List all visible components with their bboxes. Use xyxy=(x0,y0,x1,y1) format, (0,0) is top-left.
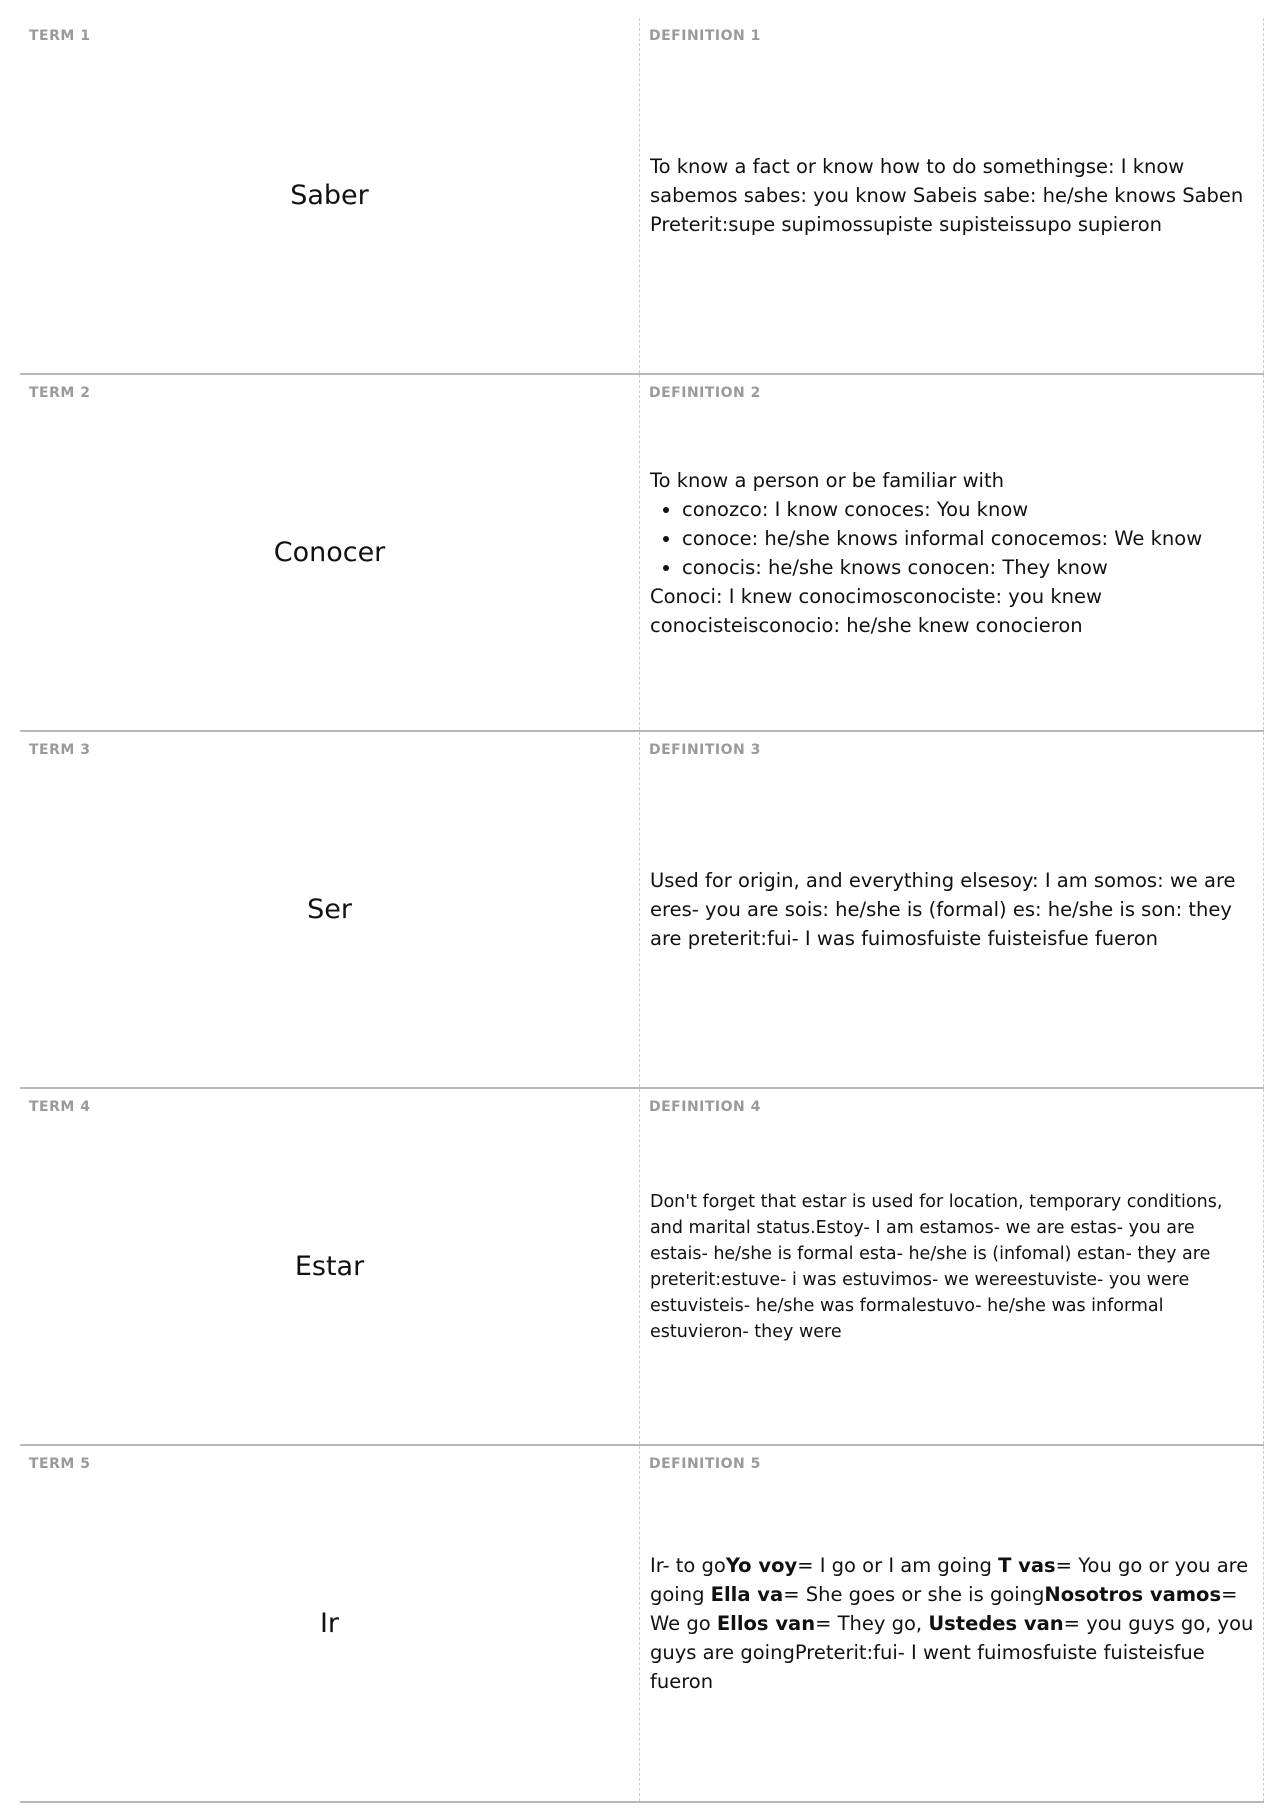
definition-outro: Conoci: I knew conocimosconociste: you knew conocisteisconocio: he/she knew conocieron xyxy=(650,584,1102,637)
flashcard-row xyxy=(20,1446,1264,1803)
flashcard-row xyxy=(20,732,1264,1089)
term-text: Ir xyxy=(319,1608,340,1639)
definition-text: Used for origin, and everything elsesoy: I am somos: we are eres- you are sois: he/she is (formal) es: he/she is son: they are preterit:fui- I was fuimosfuiste fuisteisfue fueron xyxy=(650,869,1236,950)
definition-rich-text xyxy=(650,1551,1257,1696)
definition-bold-fragment: Ustedes van xyxy=(928,1612,1064,1635)
definition-bold-fragment: Yo voy xyxy=(725,1554,798,1577)
term-cell xyxy=(20,732,640,1087)
definition-cell xyxy=(640,375,1264,730)
definition-cell xyxy=(640,1089,1264,1444)
definition-fragment: = You go or you are going xyxy=(650,1554,1249,1606)
term-cell xyxy=(20,375,640,730)
definition-label: DEFINITION 3 xyxy=(649,742,761,758)
term-text: Conocer xyxy=(273,537,386,568)
term-text: Saber xyxy=(290,180,369,211)
definition-cell xyxy=(640,732,1264,1087)
definition-label: DEFINITION 4 xyxy=(649,1099,761,1115)
definition-intro: To know a person or be familiar with xyxy=(650,468,1004,492)
term-label: TERM 3 xyxy=(29,742,91,758)
flashcard-sheet xyxy=(20,18,1264,1803)
definition-text: Don't forget that estar is used for location, temporary conditions, and marital status.Estoy- I am estamos- we are estas- you are estais- he/she is formal esta- he/she is (infomal) estan- they are preterit:estuve- i was estuvimos- we wereestuviste- you were estuvisteis- he/she was formalestuvo- he/she was informal estuvieron- they were xyxy=(650,1191,1223,1342)
term-cell xyxy=(20,18,640,373)
term-text: Estar xyxy=(294,1251,365,1282)
term-label: TERM 4 xyxy=(29,1099,91,1115)
term-label: TERM 2 xyxy=(29,385,91,401)
term-cell xyxy=(20,1089,640,1444)
definition-body xyxy=(650,1446,1257,1801)
definition-bold-fragment: Ella va xyxy=(710,1583,784,1606)
definition-body xyxy=(650,375,1257,730)
definition-fragment: = We go xyxy=(650,1583,1238,1635)
term-text: Ser xyxy=(307,894,352,925)
definition-bullet: • conocis: he/she knows conocen: They know xyxy=(682,553,1257,582)
definition-fragment: = She goes or she is going xyxy=(783,1583,1045,1606)
definition-body xyxy=(650,732,1257,1087)
flashcard-row xyxy=(20,1089,1264,1446)
flashcard-row xyxy=(20,375,1264,732)
definition-bold-fragment: T vas xyxy=(998,1554,1056,1577)
definition-bullet-list xyxy=(650,495,1257,582)
definition-fragment: = you guys go, you guys are goingPreterit:fui- I went fuimosfuiste fuisteisfue fueron xyxy=(650,1612,1254,1693)
definition-bullet: • conoce: he/she knows informal conocemos: We know xyxy=(682,524,1257,553)
definition-fragment: Ir- to go xyxy=(650,1554,726,1577)
term-label: TERM 5 xyxy=(29,1456,91,1472)
definition-body xyxy=(650,18,1257,373)
term-label: TERM 1 xyxy=(29,28,91,44)
term-cell xyxy=(20,1446,640,1801)
definition-bullet: • conozco: I know conoces: You know xyxy=(682,495,1257,524)
definition-bold-fragment: Nosotros vamos xyxy=(1044,1583,1222,1606)
definition-label: DEFINITION 1 xyxy=(649,28,761,44)
definition-bold-fragment: Ellos van xyxy=(716,1612,816,1635)
definition-cell xyxy=(640,18,1264,373)
definition-fragment: = I go or I am going xyxy=(797,1554,999,1577)
definition-body xyxy=(650,1089,1257,1444)
flashcard-row xyxy=(20,18,1264,375)
definition-label: DEFINITION 2 xyxy=(649,385,761,401)
definition-cell xyxy=(640,1446,1264,1801)
definition-text: To know a fact or know how to do somethingse: I know sabemos sabes: you know Sabeis sabe: he/she knows Saben Preterit:supe supimossupiste supisteissupo supieron xyxy=(650,155,1244,236)
definition-label: DEFINITION 5 xyxy=(649,1456,761,1472)
definition-fragment: = They go, xyxy=(815,1612,929,1635)
